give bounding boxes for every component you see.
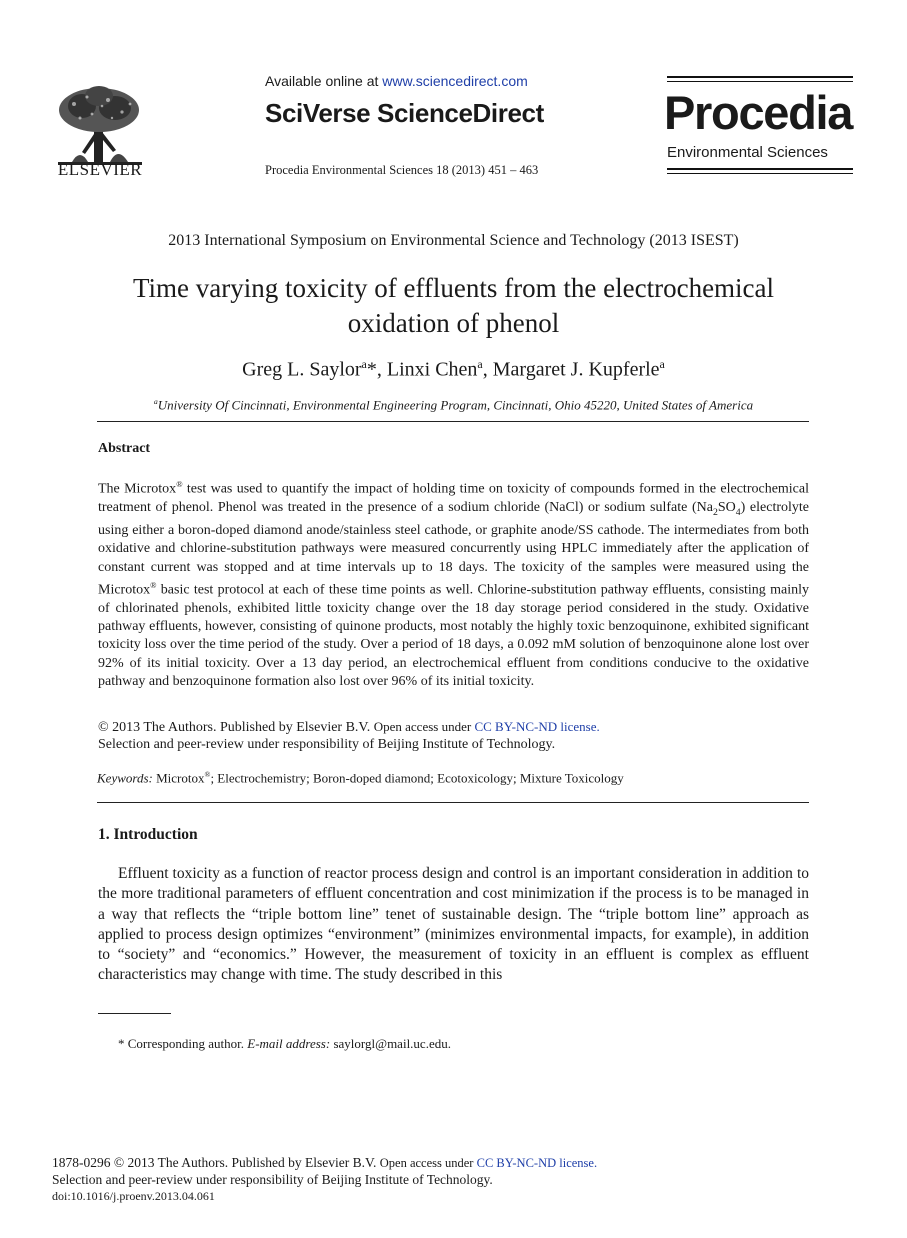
subscript: 2 bbox=[712, 506, 718, 518]
author-separator: *, bbox=[366, 358, 387, 381]
symposium-name: 2013 International Symposium on Environmental Science and Technology (2013 ISEST) bbox=[168, 232, 739, 249]
abstract-text-part: ) electrolyte using either a boron-doped diamond anode/stainless steel cathode, or graphite anode/SS cathode. The intermediates from both oxidative and chlorine-substitution pathways were measured concurrently using HPLC immediately after the application of constant current was stopped and at time intervals up to 18 days. The toxicity of the samples were measured using the Microtox bbox=[98, 499, 810, 598]
abstract-text-part: test was used to quantify the impact of holding time on toxicity of compounds formed in the electrochemical treatment of phenol. Phenol was treated in the presence of a sodium chloride (NaCl) or sodium sulfate (Na bbox=[98, 481, 809, 515]
doi: doi:10.1016/j.proenv.2013.04.061 bbox=[52, 1189, 215, 1203]
footer-peer-review: Selection and peer-review under responsibility of Beijing Institute of Technology. bbox=[52, 1171, 493, 1187]
abstract-top-rule bbox=[97, 421, 809, 422]
procedia-top-rule bbox=[667, 76, 853, 78]
section-heading-introduction: 1. Introduction bbox=[98, 826, 198, 843]
email-address: saylorgl@mail.uc.edu. bbox=[330, 1036, 451, 1051]
journal-reference: Procedia Environmental Sciences 18 (2013) 451 – 463 bbox=[265, 163, 539, 177]
footer-copyright: 1878-0296 © 2013 The Authors. Published by Elsevier B.V. bbox=[52, 1155, 380, 1170]
author-affiliation-mark: a bbox=[361, 357, 367, 371]
abstract-text-part: The Microtox bbox=[98, 481, 177, 497]
author-list bbox=[0, 357, 907, 382]
license-link[interactable]: CC BY-NC-ND license. bbox=[476, 1156, 598, 1170]
registered-mark: ® bbox=[176, 480, 183, 489]
copyright-notice bbox=[98, 718, 809, 753]
procedia-top-rule-thin bbox=[667, 81, 853, 82]
abstract-text-part: basic test protocol at each of these time points as well. Chlorine-substitution pathway effluents, consisting mainly of chlorinated phenols, exhibited little toxicity change over the 18 day storage period considered in the study. Oxidative pathway effluents, however, consisting of quinone products, most notably the highly toxic benzoquinone, exhibited significant toxicity loss over the time period of the study. Over a period of 18 days, a 0.092 mM solution of benzoquinone alone lost over 92% of its initial toxicity. Over a 13 day period, an electrochemical effluent from conditions conducive to the oxidative pathway and benzoquinone formation also lost over 96% of its initial toxicity. bbox=[98, 582, 809, 690]
author-affiliation-mark: a bbox=[659, 357, 665, 371]
author-separator: , bbox=[482, 358, 493, 381]
author-affiliation-mark: a bbox=[477, 357, 483, 371]
copyright-text: © 2013 The Authors. Published by Elsevier B.V. bbox=[98, 720, 374, 735]
footnote-rule bbox=[98, 1013, 171, 1014]
procedia-bottom-rule-thin bbox=[667, 173, 853, 174]
elsevier-wordmark: ELSEVIER bbox=[57, 160, 143, 179]
page-footer bbox=[52, 1155, 872, 1188]
footnote-prefix: * Corresponding author. bbox=[118, 1036, 248, 1051]
sciencedirect-link[interactable]: www.sciencedirect.com bbox=[382, 73, 528, 89]
author-name: Margaret J. Kupferle bbox=[492, 358, 660, 381]
abstract-text-part: SO bbox=[717, 499, 736, 515]
abstract-bottom-rule bbox=[97, 802, 809, 803]
available-online-line bbox=[265, 73, 528, 89]
keywords-label: Keywords: bbox=[97, 770, 153, 786]
sciverse-sciencedirect-logo: SciVerse ScienceDirect bbox=[265, 98, 544, 128]
introduction-body: Effluent toxicity as a function of reactor process design and control is an important consideration in addition to the more traditional parameters of effluent concentration and cost minimization if the process is to be managed in a way that reflects the “triple bottom line” tenet of sustainable design. The “triple bottom line” approach as applied to process design optimizes “environment” (minimizes environmental impacts, for example), in addition to “society” and “economics.” However, the measurement of toxicity in an effluent is complex as effluent characteristics may change with time. The study described in this bbox=[98, 865, 809, 984]
subscript: 4 bbox=[735, 506, 741, 518]
open-access-label: Open access under bbox=[379, 1156, 477, 1170]
procedia-logo: Procedia bbox=[664, 86, 853, 139]
available-prefix: Available online at bbox=[265, 73, 383, 89]
procedia-bottom-rule bbox=[667, 168, 853, 170]
procedia-subtitle: Environmental Sciences bbox=[667, 144, 828, 161]
author-name: Linxi Chen bbox=[386, 358, 478, 381]
affiliation bbox=[0, 397, 907, 413]
keywords-line bbox=[97, 770, 808, 786]
corresponding-author-footnote bbox=[118, 1036, 451, 1052]
keyword-list: ; Electrochemistry; Boron-doped diamond; Ecotoxicology; Mixture Toxicology bbox=[210, 770, 624, 786]
email-label: E-mail address: bbox=[247, 1036, 331, 1051]
abstract-body bbox=[98, 476, 809, 691]
author-name: Greg L. Saylor bbox=[242, 358, 362, 381]
license-link[interactable]: CC BY-NC-ND license. bbox=[474, 719, 600, 734]
registered-mark: ® bbox=[204, 770, 211, 779]
keyword: Microtox bbox=[152, 770, 205, 786]
peer-review-notice: Selection and peer-review under responsibility of Beijing Institute of Technology. bbox=[98, 737, 556, 752]
open-access-label: Open access under bbox=[373, 719, 475, 734]
paper-title: Time varying toxicity of effluents from the electrochemical oxidation of phenol bbox=[132, 273, 775, 338]
affiliation-text: University Of Cincinnati, Environmental Engineering Program, Cincinnati, Ohio 45220, United States of America bbox=[157, 397, 754, 413]
abstract-heading: Abstract bbox=[98, 441, 151, 456]
registered-mark: ® bbox=[150, 580, 157, 590]
affiliation-mark: a bbox=[153, 397, 158, 406]
